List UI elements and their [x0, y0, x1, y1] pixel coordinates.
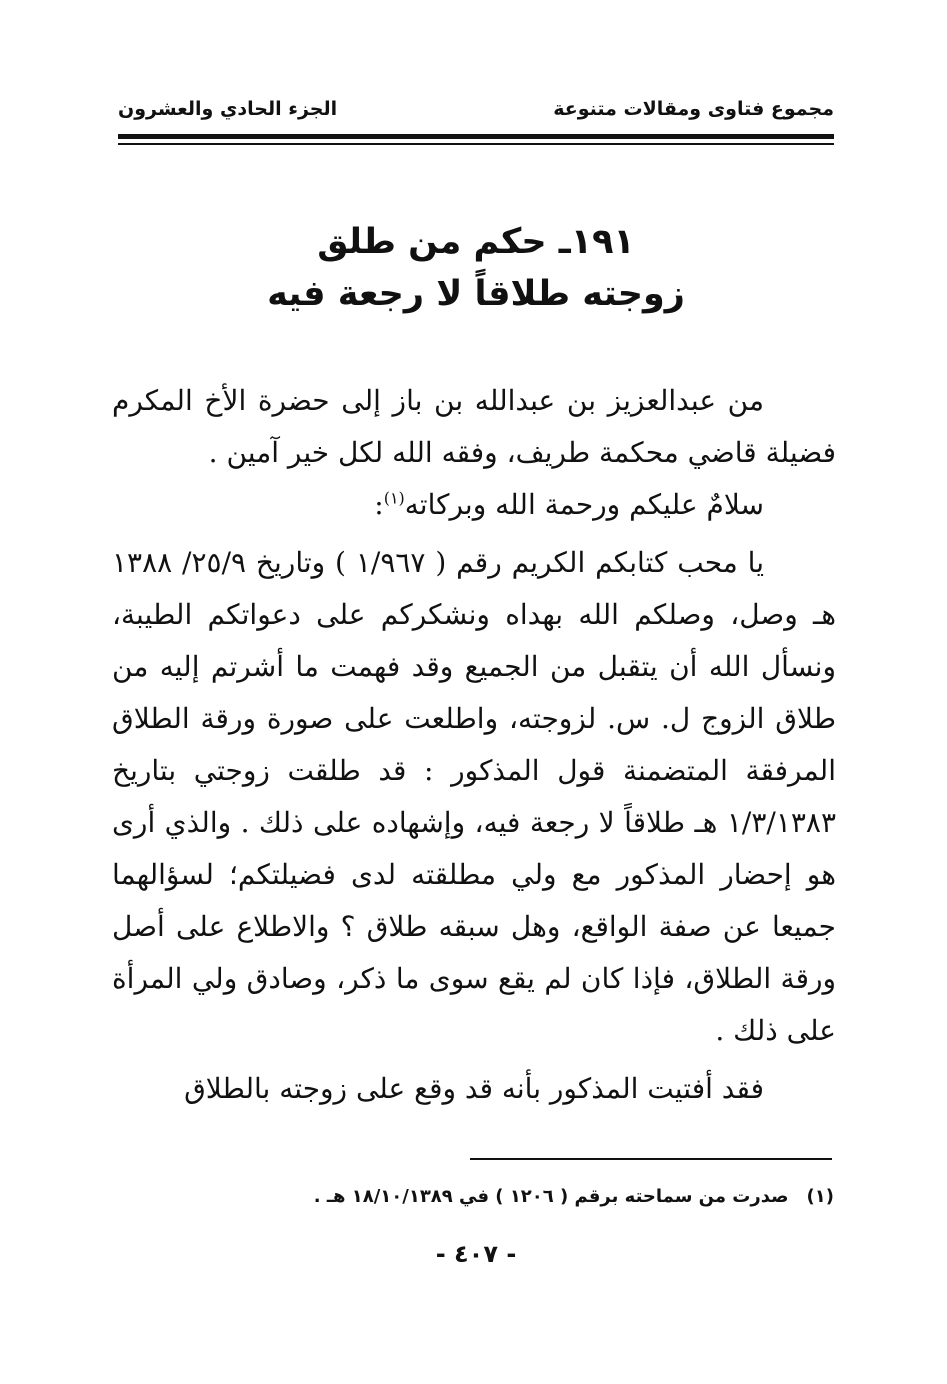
main-paragraph: يا محب كتابكم الكريم رقم ( ١/٩٦٧ ) وتاريخ ٢٥/٩/ ١٣٨٨ هـ وصل، وصلكم الله بهداه ونشكركم على دعواتكم الطيبة، ونسأل الله أن يتقبل من الجميع وقد فهمت ما أشرتم إليه من طلاق الزوج ل. س. لزوجته، واطلعت على صورة ورقة الطلاق المرفقة المتضمنة قول المذكور : قد طلقت زوجتي بتاريخ ١/٣/١٣٨٣ هـ طلاقاً لا رجعة فيه، وإشهاده على ذلك . والذي أرى هو إحضار المذكور مع ولي مطلقته لدى فضيلتكم؛ لسؤالهما جميعا عن صفة الواقع، وهل سبقه طلاق ؟ والاطلاع على أصل ورقة الطلاق، فإذا كان لم يقع سوى ما ذكر، وصادق ولي المرأة على ذلك .: [112, 546, 836, 1047]
greeting-end: :: [374, 488, 384, 521]
closing-paragraph: فقد أفتيت المذكور بأنه قد وقع على زوجته بالطلاق: [184, 1072, 764, 1105]
article-title-line2: زوجته طلاقاً لا رجعة فيه: [267, 274, 685, 314]
footnote-marker: (١): [383, 488, 405, 508]
footnote-number: (١): [806, 1186, 834, 1207]
body-text: [112, 375, 836, 1115]
header-book-title: مجموع فتاوى ومقالات متنوعة: [553, 98, 834, 120]
greeting-text: سلامٌ عليكم ورحمة الله وبركاته: [404, 488, 764, 521]
running-header: [118, 98, 834, 132]
intro-paragraph: من عبدالعزيز بن عبدالله بن باز إلى حضرة الأخ المكرم فضيلة قاضي محكمة طريف، وفقه الله لكل خير آمين .: [112, 384, 836, 469]
header-rule-thin: [118, 143, 834, 145]
header-volume: الجزء الحادي والعشرون: [118, 98, 338, 120]
footnote-text: صدرت من سماحته برقم ( ١٢٠٦ ) في ١٨/١٠/١٣٨٩ هـ .: [313, 1186, 789, 1207]
article-title: [118, 216, 834, 320]
footnote: [118, 1186, 834, 1207]
page-number: - ٤٠٧ -: [435, 1240, 517, 1268]
footnote-rule: [470, 1158, 832, 1160]
greeting-paragraph: [112, 479, 836, 531]
article-title-line1: ١٩١ـ حكم من طلق: [317, 222, 635, 262]
header-rule-thick: [118, 134, 834, 139]
